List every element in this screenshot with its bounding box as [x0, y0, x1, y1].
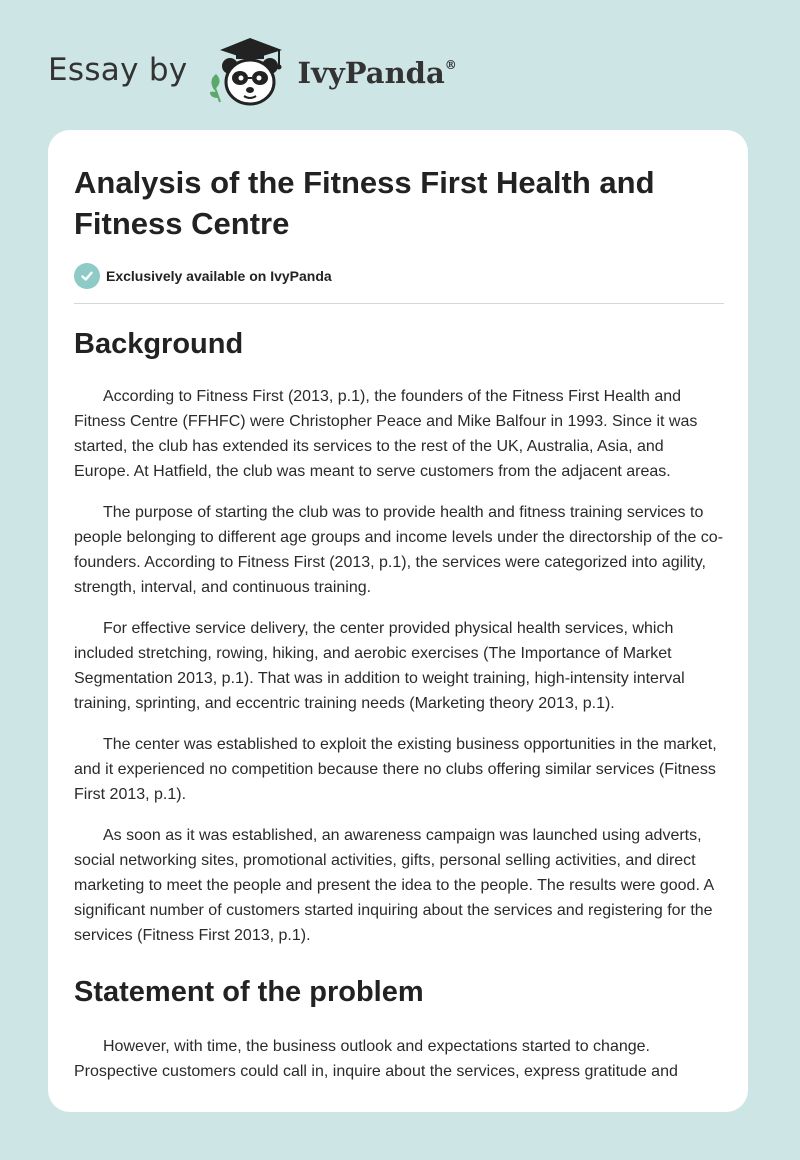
badge-text: Exclusively available on IvyPanda [106, 268, 332, 284]
essay-by-label: Essay by [48, 52, 188, 88]
paragraph: As soon as it was established, an awareness campaign was launched using adverts, social networking sites, promotional activities, gifts, personal selling activities, and direct marketing to meet the people and present the idea to the people. The results were good. A significant number of customers started inquiring about the services and registering for the services (Fitness First 2013, p.1). [74, 827, 714, 944]
exclusive-badge [74, 262, 724, 290]
paragraph: The purpose of starting the club was to provide health and fitness training services to people belonging to different age groups and income levels under the directorship of the co-founders. According to Fitness First (2013, p.1), the services were categorized into agility, strength, interval, and continuous training. [74, 504, 724, 596]
paragraph: The center was established to exploit the existing business opportunities in the market, and it experienced no competition because there no clubs offering similar services (Fitness First 2013, p.1). [74, 736, 717, 803]
registered-mark: ® [444, 58, 457, 72]
article-card [48, 130, 748, 1112]
checkmark-icon [74, 263, 100, 289]
paragraph: However, with time, the business outlook and expectations started to change. Prospective customers could call in, inquire about the services, express gratitude and [74, 1038, 678, 1080]
section-heading-statement-of-problem: Statement of the problem [74, 976, 424, 1008]
divider [74, 303, 724, 304]
site-header [48, 36, 457, 108]
paragraph: According to Fitness First (2013, p.1), the founders of the Fitness First Health and Fitness Centre (FFHFC) were Christopher Peace and Mike Balfour in 1993. Since it was started, the club has extended its services to the rest of the UK, Australia, Asia, and Europe. At Hatfield, the club was meant to serve customers from the adjacent areas. [74, 388, 698, 480]
article-title: Analysis of the Fitness First Health and Fitness Centre [74, 165, 655, 241]
section-heading-background: Background [74, 328, 244, 360]
paragraph: For effective service delivery, the center provided physical health services, which included stretching, rowing, hiking, and aerobic exercises (The Importance of Market Segmentation 2013, p.1). That was in addition to weight training, high-intensity interval training, sprinting, and eccentric training needs (Marketing theory 2013, p.1). [74, 620, 685, 712]
brand-name[interactable] [298, 56, 457, 90]
article-content [74, 162, 724, 1100]
panda-logo-icon[interactable] [206, 36, 290, 108]
brand-text: IvyPanda [297, 56, 445, 90]
